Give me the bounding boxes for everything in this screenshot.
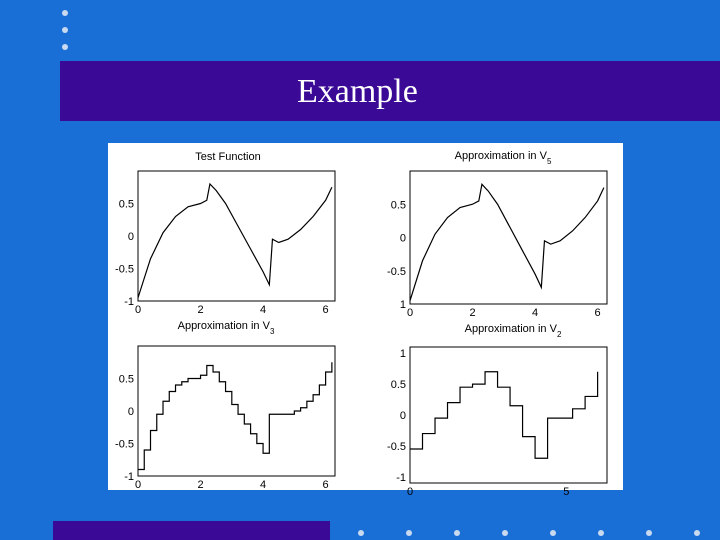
plot-frame <box>138 346 335 476</box>
y-tick-label: 1 <box>399 348 406 361</box>
footer-dot-icon <box>406 530 412 536</box>
x-tick-label: 6 <box>322 304 329 316</box>
series-line <box>138 362 332 469</box>
y-tick-label: 0.5 <box>118 198 134 211</box>
plot-title-subscript: 3 <box>269 326 275 336</box>
figure-panel <box>108 143 623 498</box>
footer-band <box>53 521 330 540</box>
y-tick-label: 0.5 <box>390 379 406 392</box>
series-line <box>410 372 598 459</box>
x-tick-label: 0 <box>134 479 142 491</box>
bullet-dot-icon <box>62 44 68 50</box>
plot-title: Approximation in $V_5$ <box>454 150 552 166</box>
plot-title-subscript: 2 <box>556 329 562 339</box>
x-tick-label: 2 <box>197 479 204 491</box>
plot-title: Approximation in $V_2$ <box>464 323 562 339</box>
series-line <box>138 184 332 298</box>
plot-frame <box>138 171 335 301</box>
x-tick-label: 4 <box>532 307 539 319</box>
y-tick-label: 0 <box>127 231 134 243</box>
footer-dot-icon <box>454 530 460 536</box>
plot-frame <box>410 347 607 483</box>
x-tick-label: 2 <box>197 304 204 316</box>
footer-dot-icon <box>358 530 364 536</box>
y-tick-label: -0.5 <box>115 263 134 276</box>
plot-frame <box>410 171 607 304</box>
footer-dot-icon <box>598 530 604 536</box>
x-tick-label: 6 <box>594 307 601 319</box>
footer-dot-icon <box>694 530 700 536</box>
y-tick-label: -1 <box>124 471 134 483</box>
y-tick-label: 1 <box>399 299 406 311</box>
slide-title: Example <box>297 73 418 110</box>
plot-title-subscript: 5 <box>546 156 552 166</box>
y-tick-label: 0.5 <box>390 199 406 212</box>
x-tick-label: 0 <box>134 304 142 316</box>
x-tick-label: 6 <box>322 479 329 491</box>
footer-dot-icon <box>646 530 652 536</box>
x-tick-label: 4 <box>260 479 267 491</box>
y-tick-label: 0 <box>399 410 406 422</box>
y-tick-label: 0 <box>127 406 134 418</box>
figure-svg <box>108 143 623 498</box>
y-tick-label: -0.5 <box>387 265 406 278</box>
x-tick-label: 2 <box>469 307 476 319</box>
series-line <box>410 184 604 300</box>
y-tick-label: -1 <box>124 296 134 308</box>
x-tick-label: 0 <box>406 307 414 319</box>
footer-dot-icon <box>502 530 508 536</box>
x-tick-label: 0 <box>406 486 414 498</box>
bullet-dot-icon <box>62 27 68 33</box>
x-tick-label: 4 <box>260 304 267 316</box>
y-tick-label: -1 <box>396 471 406 484</box>
plot-title: Approximation in $V_3$ <box>177 320 275 336</box>
plot-title: Test Function <box>195 151 261 163</box>
footer-dot-icon <box>550 530 556 536</box>
x-tick-label: 5 <box>563 486 570 498</box>
y-tick-label: -0.5 <box>115 438 134 451</box>
bullet-dot-icon <box>62 10 68 16</box>
y-tick-label: 0 <box>399 232 406 245</box>
y-tick-label: -0.5 <box>387 440 406 453</box>
y-tick-label: 0.5 <box>118 373 134 386</box>
